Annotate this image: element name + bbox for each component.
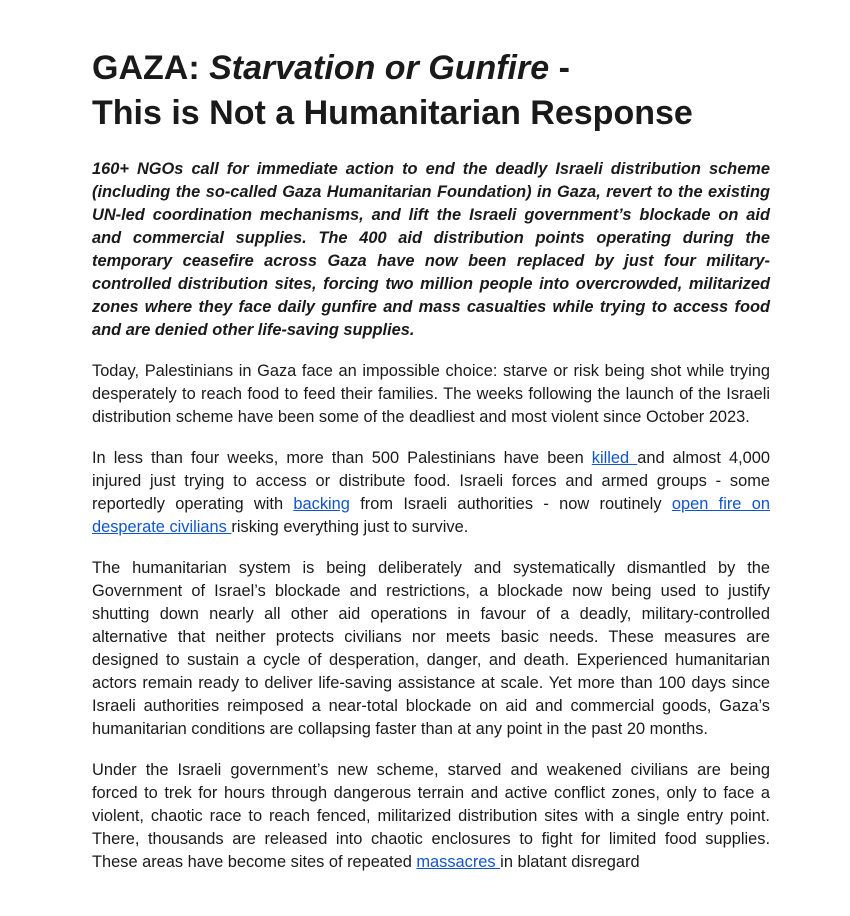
paragraph-4-text-1: Under the Israeli government’s new scheme, starved and weakened civilians are being forced to trek for hours through dangerous terrain and active conflict zones, only to face a violent, chaotic race to reach fenced, militarized distribution sites with a single entry point. There, thousands are released into chaotic enclosures to fight for limited food supplies. These areas have become sites of repeated (92, 761, 770, 871)
headline-emphasis: Starvation or Gunfire (209, 49, 550, 87)
paragraph-2-text-3: from Israeli authorities - now routinely (349, 495, 672, 513)
open-fire-link[interactable]: open fire on desperate civilians (92, 495, 770, 536)
headline-line-1 (92, 46, 770, 91)
massacres-link[interactable]: massacres (416, 853, 501, 871)
paragraph-2-text-4: risking everything just to survive. (231, 518, 469, 536)
headline-line-2: This is Not a Humanitarian Response (92, 94, 693, 132)
paragraph-2-text-2: and almost 4,000 injured just trying to access or distribute food. Israeli forces and armed groups - some reportedly operating with (92, 449, 771, 513)
lede-paragraph: 160+ NGOs call for immediate action to end the deadly Israeli distribution scheme (including the so-called Gaza Humanitarian Foundation) in Gaza, revert to the existing UN-led coordination mechanisms, and lift the Israeli government’s blockade on aid and commercial supplies. The 400 aid distribution points operating during the temporary ceasefire across Gaza have now been replaced by just four military-controlled distribution sites, forcing two million people into overcrowded, militarized zones where they face daily gunfire and mass casualties while trying to access food and are denied other life-saving supplies. (92, 160, 770, 339)
headline-suffix: - (549, 49, 570, 87)
paragraph-1: Today, Palestinians in Gaza face an impossible choice: starve or risk being shot while trying desperately to reach food to feed their families. The weeks following the launch of the Israeli distribution scheme have been some of the deadliest and most violent since October 2023. (92, 362, 770, 426)
paragraph-3: The humanitarian system is being deliberately and systematically dismantled by the Government of Israel’s blockade and restrictions, a blockade now being used to justify shutting down nearly all other aid operations in favour of a deadly, military-controlled alternative that neither protects civilians nor meets basic needs. These measures are designed to sustain a cycle of desperation, danger, and death. Experienced humanitarian actors remain ready to deliver life-saving assistance at scale. Yet more than 100 days since Israeli authorities reimposed a near-total blockade on aid and commercial goods, Gaza’s humanitarian conditions are collapsing faster than at any point in the past 20 months. (92, 559, 770, 738)
headline-prefix: GAZA: (92, 49, 210, 87)
paragraph-4-text-2: in blatant disregard (500, 853, 640, 871)
document-page (92, 46, 770, 874)
paragraph-2 (92, 447, 770, 539)
paragraph-4 (92, 759, 770, 874)
backing-link[interactable]: backing (293, 495, 350, 513)
killed-link[interactable]: killed (591, 449, 638, 467)
paragraph-2-text-1: In less than four weeks, more than 500 Palestinians have been (92, 449, 592, 467)
headline (92, 46, 770, 136)
